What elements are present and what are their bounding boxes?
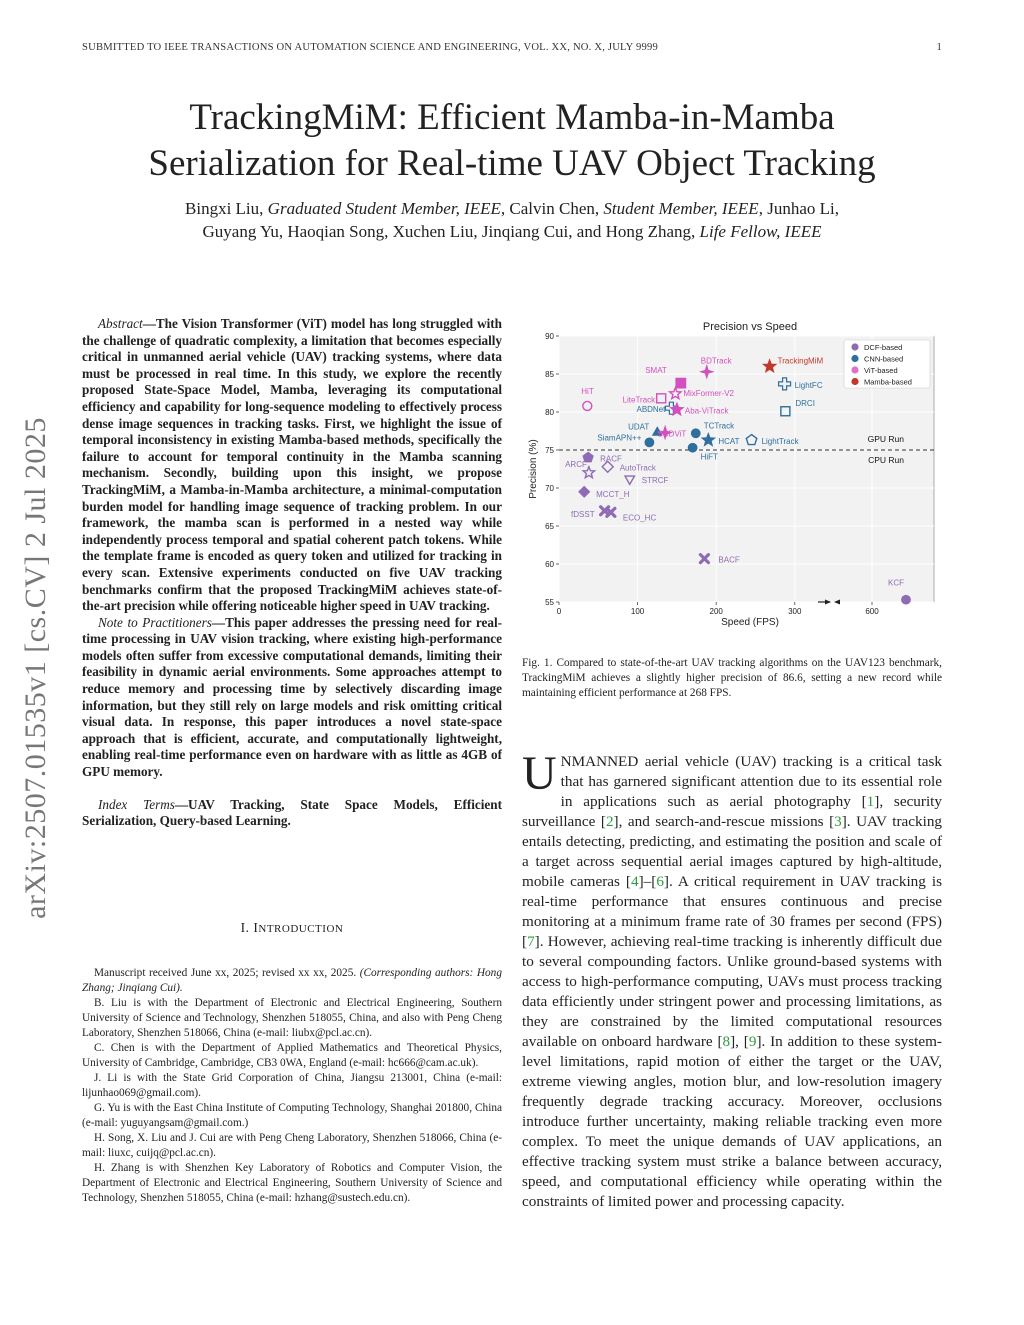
legend-swatch bbox=[851, 366, 858, 373]
y-tick-label: 85 bbox=[545, 370, 554, 379]
footnote: H. Song, X. Liu and J. Cui are with Peng Cheng Laboratory, Shenzhen 518066, China (e-mail: liuxc, cuijq@pcl.ac.cn). bbox=[82, 1132, 502, 1159]
chart-svg bbox=[522, 316, 942, 634]
citation-link[interactable]: 4 bbox=[631, 873, 639, 890]
title-line-1: TrackingMiM: Efficient Mamba-in-Mamba bbox=[189, 97, 835, 138]
point-label: UDAT bbox=[628, 422, 650, 432]
intro-text: NMANNED aerial vehicle (UAV) tracking is a critical task that has garnered significant attention due to its essential role in applications such as aerial photography [ bbox=[560, 753, 942, 810]
point-label: TCTrack bbox=[703, 421, 735, 431]
marker-smat bbox=[676, 378, 686, 388]
drop-cap: U bbox=[522, 747, 557, 800]
point-label: ABDNet bbox=[636, 405, 666, 415]
abstract-label: Abstract bbox=[98, 316, 143, 331]
point-label: AutoTrack bbox=[619, 463, 656, 473]
corresponding-authors: (Corresponding authors: Hong Zhang; Jinqiang Cui). bbox=[82, 967, 502, 994]
intro-text: ]. UAV tracking entails detecting, predicting, and estimating the position and scale of a target across sequential aerial images captured by high-altitude, mobile cameras [ bbox=[522, 813, 943, 890]
marker-kcf bbox=[902, 595, 911, 604]
point-label: ECO_HC bbox=[622, 513, 657, 523]
author-text: , Junhao Li, bbox=[758, 199, 839, 218]
point-label: MixFormer-V2 bbox=[683, 388, 734, 398]
author-role: Graduated Student Member, IEEE bbox=[267, 199, 501, 218]
intro-text: ], security surveillance [ bbox=[522, 793, 942, 830]
y-tick-label: 80 bbox=[545, 408, 554, 417]
footnote: B. Liu is with the Department of Electronic and Electrical Engineering, Southern University of Science and Technology, Shenzhen 518055, China, and also with Peng Cheng Laboratory, Shenzhen 518066, China (e-mail: liubx@pcl.ac.cn). bbox=[82, 997, 502, 1039]
citation-link[interactable]: 8 bbox=[722, 1033, 731, 1050]
x-tick-label: 600 bbox=[865, 607, 879, 616]
point-label: LightTrack bbox=[761, 437, 799, 447]
author-role: Life Fellow, IEEE bbox=[699, 222, 822, 241]
chart-title: Precision vs Speed bbox=[702, 321, 798, 333]
citation-link[interactable]: 3 bbox=[834, 813, 842, 830]
legend-swatch bbox=[851, 343, 858, 350]
section-rest: NTRODUCTION bbox=[258, 923, 344, 935]
footnotes bbox=[82, 966, 502, 1206]
index-terms bbox=[82, 797, 502, 830]
index-label: Index Terms bbox=[98, 796, 175, 812]
point-label: BACF bbox=[718, 555, 740, 565]
point-label: KCF bbox=[888, 578, 904, 588]
y-tick-label: 75 bbox=[545, 446, 554, 455]
citation-link[interactable]: 6 bbox=[656, 873, 664, 890]
practitioners-label: Note to Practitioners bbox=[98, 614, 212, 630]
point-label: LiteTrack bbox=[622, 395, 656, 405]
arxiv-id: arXiv:2507.01535v1 [cs.CV] 2 Jul 2025 bbox=[19, 417, 52, 919]
marker-hift bbox=[688, 443, 697, 452]
abstract-text: —The Vision Transformer (ViT) model has long struggled with the challenge of quadratic complexity, a limitation that becomes especially critical in unmanned aerial vehicle (UAV) tracking systems, where data must be processed in real time. In this study, we explore the recently proposed State-Space Model, Mamba, leveraging its computational efficiency and capability for long-sequence modeling to effectively process dense image sequences in tracking tasks. First, we highlight the issue of temporal inconsistency in existing Mamba-based methods, specifically the failure to account for temporal continuity in the Mamba scanning mechanism. Secondly, building upon this insight, we propose TrackingMiM, a Mamba-in-Mamba architecture, a minimal-computation burden model for handling image sequence of tracking problem. In our framework, the mamba scan is performed in a nested way while independently process temporal and spatial coherent patch tokens. While the template frame is encoded as query token and utilized for tracking in every scan. Extensive experiments conducted on five UAV tracking benchmarks confirm that the proposed TrackingMiM achieves state-of-the-art precision while offering noticeable higher speed in UAV tracking. bbox=[82, 316, 502, 614]
author-list bbox=[90, 197, 934, 243]
point-label: TrackingMiM bbox=[777, 356, 824, 366]
cpu-run-label: CPU Run bbox=[868, 455, 904, 465]
x-tick-label: 200 bbox=[709, 607, 723, 616]
title-line-2: Serialization for Real-time UAV Object Tracking bbox=[148, 143, 876, 184]
point-label: SGDViT bbox=[657, 429, 687, 439]
footnote: G. Yu is with the East China Institute of Computing Technology, Shanghai 201800, China (e-mail: yuguyangsam@gmail.com.) bbox=[82, 1102, 502, 1129]
running-header-text: SUBMITTED TO IEEE TRANSACTIONS ON AUTOMATION SCIENCE AND ENGINEERING, VOL. XX, NO. X, JULY 9999 bbox=[82, 42, 658, 53]
x-tick-label: 300 bbox=[788, 607, 802, 616]
intro-text: ]. A critical requirement in UAV tracking is real-time performance that ensures continuous and precise monitoring at a minimum frame rate of 30 frames per second (FPS) [ bbox=[522, 873, 942, 950]
point-label: fDSST bbox=[571, 509, 595, 519]
citation-link[interactable]: 7 bbox=[527, 933, 535, 950]
point-label: BDTrack bbox=[700, 356, 732, 366]
section-number: I. bbox=[240, 920, 254, 935]
page-number: 1 bbox=[936, 42, 942, 53]
section-title bbox=[82, 920, 502, 936]
footnote-text: Manuscript received June xx, 2025; revised xx xx, 2025. bbox=[94, 967, 360, 979]
point-label: SiamAPN++ bbox=[597, 433, 642, 443]
citation-link[interactable]: 1 bbox=[866, 793, 875, 810]
practitioners-paragraph bbox=[82, 615, 502, 781]
point-label: MCCT_H bbox=[596, 489, 630, 499]
legend-swatch bbox=[851, 355, 858, 362]
footnote: J. Li is with the State Grid Corporation of China, Jiangsu 213001, China (e-mail: lijunhao069@gmail.com). bbox=[82, 1072, 502, 1099]
y-tick-label: 65 bbox=[545, 522, 554, 531]
legend-label: Mamba-based bbox=[864, 377, 912, 387]
legend-label: CNN-based bbox=[864, 354, 904, 364]
y-tick-label: 70 bbox=[545, 484, 554, 493]
author-text: , Calvin Chen, bbox=[500, 199, 604, 218]
legend-swatch bbox=[851, 378, 858, 385]
intro-text: ]–[ bbox=[638, 873, 657, 890]
x-tick-label: 100 bbox=[630, 607, 645, 616]
introduction-text bbox=[522, 747, 943, 1212]
footnote bbox=[82, 966, 502, 996]
intro-text: ], [ bbox=[730, 1033, 749, 1050]
running-header bbox=[82, 42, 942, 53]
abstract-paragraph bbox=[82, 316, 502, 615]
paper-title bbox=[60, 95, 964, 187]
y-tick-label: 90 bbox=[545, 332, 554, 341]
point-label: STRCF bbox=[641, 475, 669, 485]
figure-1-chart bbox=[522, 316, 942, 634]
footnote: H. Zhang is with Shenzhen Key Laboratory of Robotics and Computer Vision, the Department of Electronic and Electrical Engineering, Southern University of Science and Technology, Shenzhen 518055, China (e-mail: hzhang@sustech.edu.cn). bbox=[82, 1162, 502, 1204]
index-text: —UAV Tracking, State Space Models, Efficient Serialization, Query-based Learning. bbox=[82, 796, 502, 829]
intro-text: ]. However, achieving real-time tracking is inherently difficult due to several compounding factors. Unlike ground-based systems with access to high-performance computing, UAVs must process tracking data efficiently under stringent power and processing limitations, as they are constrained by the limited computational resources available on onboard hardware [ bbox=[522, 933, 942, 1050]
point-label: LightFC bbox=[794, 380, 823, 390]
point-label: HiT bbox=[581, 386, 594, 396]
practitioners-text: —This paper addresses the pressing need for real-time processing in UAV vision tracking, where existing high-performance models often suffer from excessive computational demands, limiting their feasibility in dynamic aerial environments. Some approaches attempt to reduce memory and processing time by selectively discarding image information, but they still rely on large models and risk omitting critical visual data. In response, this paper introduces a novel state-space approach that is efficient, accurate, and computationally lightweight, enabling real-time performance even on hardware with as little as 4GB of GPU memory. bbox=[82, 614, 502, 780]
footnote: C. Chen is with the Department of Applied Mathematics and Theoretical Physics, University of Cambridge, Cambridge, CB3 0WA, England (e-mail: hc666@cam.ac.uk). bbox=[82, 1042, 502, 1069]
point-label: HCAT bbox=[718, 437, 740, 447]
gpu-run-label: GPU Run bbox=[867, 434, 904, 444]
data-point bbox=[583, 452, 622, 464]
point-label: SMAT bbox=[645, 366, 667, 376]
x-axis-label: Speed (FPS) bbox=[721, 617, 779, 628]
intro-text: ]. In addition to these system-level limitations, rapid motion of either the target or the UAV, extreme viewing angles, motion blur, and low-resolution imagery frequently degrade tracking accuracy. Moreover, occlusions introduce further uncertainty, making reliable tracking even more complex. To meet the unique demands of UAV applications, an effective tracking system must strike a balance between accuracy, speed, and computational efficiency while operating within the constraints of limited power and processing capacity. bbox=[522, 1033, 942, 1210]
y-axis-label: Precision (%) bbox=[528, 439, 539, 499]
author-role: Student Member, IEEE bbox=[603, 199, 759, 218]
author-text: Guyang Yu, Haoqian Song, Xuchen Liu, Jinqiang Cui, and Hong Zhang, bbox=[202, 222, 700, 241]
point-label: DRCI bbox=[795, 399, 815, 409]
point-label: ARCF bbox=[565, 459, 587, 469]
citation-link[interactable]: 9 bbox=[748, 1033, 757, 1050]
section-initial: I bbox=[253, 920, 259, 935]
point-label: HiFT bbox=[700, 452, 718, 462]
marker-siamapn- bbox=[645, 438, 654, 447]
y-tick-label: 60 bbox=[545, 560, 554, 569]
legend-label: ViT-based bbox=[864, 366, 898, 375]
chart-legend bbox=[844, 340, 930, 388]
x-tick-label: 0 bbox=[556, 607, 562, 616]
point-label: RACF bbox=[600, 454, 622, 464]
marker-tctrack bbox=[691, 429, 700, 438]
intro-text: ], and search-and-rescue missions [ bbox=[613, 813, 835, 830]
point-label: Aba-ViTrack bbox=[684, 406, 729, 416]
abstract-block bbox=[82, 316, 502, 830]
legend-label: DCF-based bbox=[864, 343, 903, 352]
citation-link[interactable]: 2 bbox=[605, 813, 614, 830]
figure-caption: Fig. 1. Compared to state-of-the-art UAV tracking algorithms on the UAV123 benchmark, TrackingMiM achieves a slightly higher precision of 86.6, setting a new record while maintaining efficient performance at 268 FPS. bbox=[522, 657, 942, 700]
y-tick-label: 55 bbox=[545, 598, 554, 607]
author-text: Bingxi Liu, bbox=[185, 199, 268, 218]
arxiv-watermark bbox=[8, 388, 64, 948]
